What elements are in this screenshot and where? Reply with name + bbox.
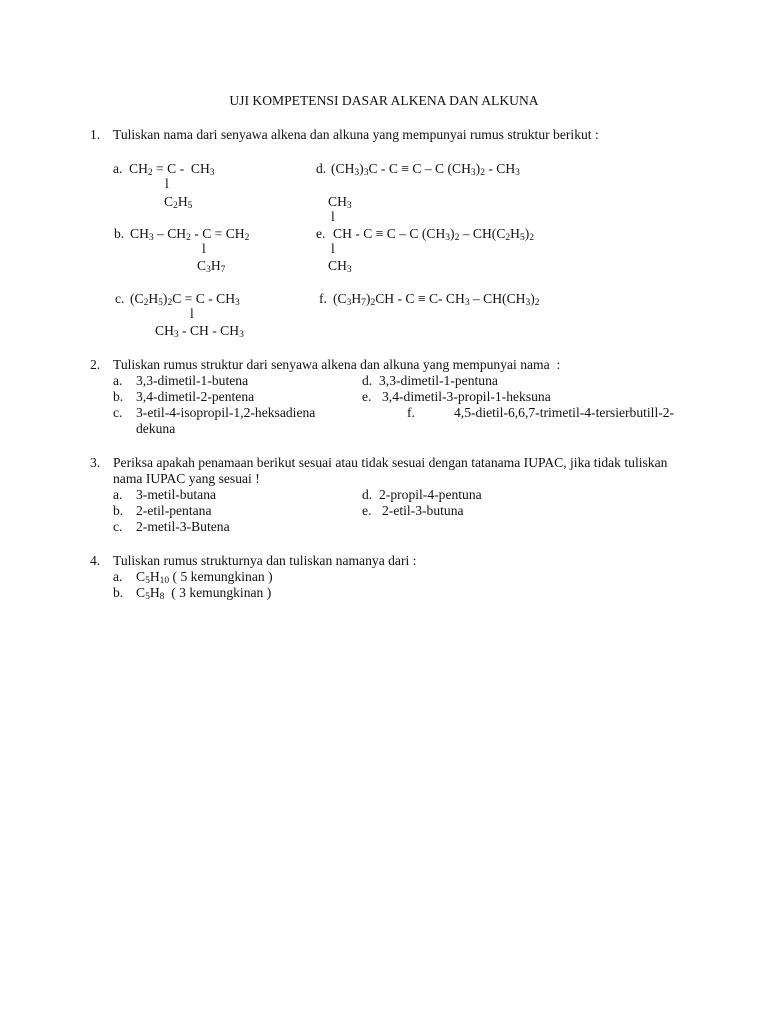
formula-subscript: 3 [346,265,352,275]
formula-subscript: 3 [346,201,352,211]
q3d-label: d. [362,487,373,502]
formula-subscript: 3 [346,298,352,308]
q1a-label: a. [113,161,123,176]
q4b-label: b. [113,585,124,600]
q3e-text: 2-etil-3-butuna [382,503,464,518]
formula-subscript: 3 [354,168,360,178]
formula-subscript: 7 [220,265,226,275]
q1c-substituent: $CH_3$ - CH - $CH_3$ [155,323,244,340]
q1c-label: c. [115,291,125,306]
q2a-text: 3,3-dimetil-1-butena [136,373,249,388]
q2e-text: 3,4-dimetil-3-propil-1-heksuna [382,389,551,404]
formula-subscript: 5 [519,233,525,243]
q4b-formula: $C_5H_8$ ( 3 kemungkinan ) [136,585,272,602]
q1b-main-chain: $CH_3 - CH_2 - C = CH_2$ [130,226,250,243]
q1c-bond: l [190,306,194,321]
question-3-number: 3. [90,455,101,470]
question-1-number: 1. [90,127,101,142]
q1d-label: d. [316,161,327,176]
formula-subscript: 3 [515,168,520,178]
formula-subscript: 5 [145,576,150,586]
formula-subscript: 2 [505,233,511,243]
formula-subscript: 8 [159,592,165,602]
formula-subscript: 5 [187,201,193,211]
formula-subscript: 3 [173,330,179,340]
q1f-main-chain: $(C_3H_7)_2CH - C \equiv C-$ $CH_3 - CH(CH_3)_2$ [333,291,540,308]
q2c-label: c. [113,405,123,420]
q3b-label: b. [113,503,124,518]
formula-subscript: 3 [235,298,240,308]
formula-subscript: 2 [143,298,149,308]
q1e-main-chain: CH - C ≡ C – C $(CH_3)_2 - CH(C_2H_5)_2$ [333,226,534,243]
q2f-text: 4,5-dietil-6,6,7-trimetil-4-tersierbutill-2- [454,405,675,420]
q3a-text: 3-metil-butana [136,487,217,502]
q1e-top-bond: l [331,209,335,224]
q2e-label: e. [362,389,372,404]
formula-subscript: 2 [534,298,540,308]
formula-subscript: 3 [206,265,211,275]
q2c-text: 3-etil-4-isopropil-1,2-heksadiena [136,405,316,420]
formula-subscript: 2 [480,168,485,178]
q2f-text-continued: dekuna [136,421,176,436]
question-2-text: Tuliskan rumus struktur dari senyawa alkena dan alkuna yang mempunyai nama : [113,357,561,372]
question-4-text: Tuliskan rumus strukturnya dan tuliskan namanya dari : [113,553,417,568]
q1e-top-substituent: $CH_3$ [328,194,352,211]
formula-subscript: 3 [470,168,476,178]
formula-subscript: 2 [454,233,460,243]
q1d-main-chain: $(CH_3)_3C - C \equiv C - C$ $(CH_3)_2 - CH_3$ [331,161,520,178]
question-1-text: Tuliskan nama dari senyawa alkena dan alkuna yang mempunyai rumus struktur berikut : [113,127,599,142]
q3c-label: c. [113,519,123,534]
question-4-number: 4. [90,553,101,568]
q2a-label: a. [113,373,123,388]
formula-subscript: 7 [361,298,366,308]
q2f-label: f. [407,405,415,420]
q1a-bond: l [165,176,169,191]
question-3-text-line1: Periksa apakah penamaan berikut sesuai atau tidak sesuai dengan tatanama IUPAC, jika tidak tuliskan [113,455,668,470]
formula-subscript: 5 [158,298,163,308]
formula-subscript: 3 [239,330,244,340]
q1c-main-chain: $(C_2H_5)_2C = C - CH_3$ [130,291,240,308]
formula-subscript: 3 [445,233,451,243]
formula-subscript: 3 [525,298,531,308]
q2d-label: d. [362,373,373,388]
formula-subscript: 2 [370,298,376,308]
q4a-formula: $C_5H_{10}$ ( 5 kemungkinan ) [136,569,273,586]
formula-subscript: 2 [244,233,250,243]
q1e-bottom-substituent: $CH_3$ [328,258,352,275]
q2b-label: b. [113,389,124,404]
formula-subscript: 2 [167,298,173,308]
q3d-text: 2-propil-4-pentuna [379,487,482,502]
q1a-substituent: $C_2H_5$ [164,194,193,211]
q1e-label: e. [316,226,326,241]
formula-subscript: 10 [159,576,170,586]
question-2-number: 2. [90,357,101,372]
formula-subscript: 3 [363,168,369,178]
formula-subscript: 3 [209,168,215,178]
formula-subscript: 2 [529,233,534,243]
q3c-text: 2-metil-3-Butena [136,519,230,534]
q2b-text: 3,4-dimetil-2-pentena [136,389,255,404]
formula-subscript: 2 [186,233,191,243]
formula-subscript: 5 [145,592,150,602]
q3e-label: e. [362,503,372,518]
q1f-label: f. [319,291,327,306]
q3a-label: a. [113,487,123,502]
formula-subscript: 3 [464,298,470,308]
q2d-text: 3,3-dimetil-1-pentuna [379,373,498,388]
formula-subscript: 2 [147,168,153,178]
q1b-label: b. [114,226,125,241]
q1b-substituent: $C_3H_7$ [197,258,226,275]
question-3-text-line2: nama IUPAC yang sesuai ! [113,471,260,486]
formula-subscript: 2 [173,201,178,211]
formula-subscript: 3 [148,233,154,243]
q1e-bottom-bond: l [331,241,335,256]
q3b-text: 2-etil-pentana [136,503,212,518]
q4a-label: a. [113,569,123,584]
q1b-bond: l [202,241,206,256]
page-title: UJI KOMPETENSI DASAR ALKENA DAN ALKUNA [229,93,539,108]
q1a-main-chain: $CH_2 = C - CH_3$ [129,161,215,178]
